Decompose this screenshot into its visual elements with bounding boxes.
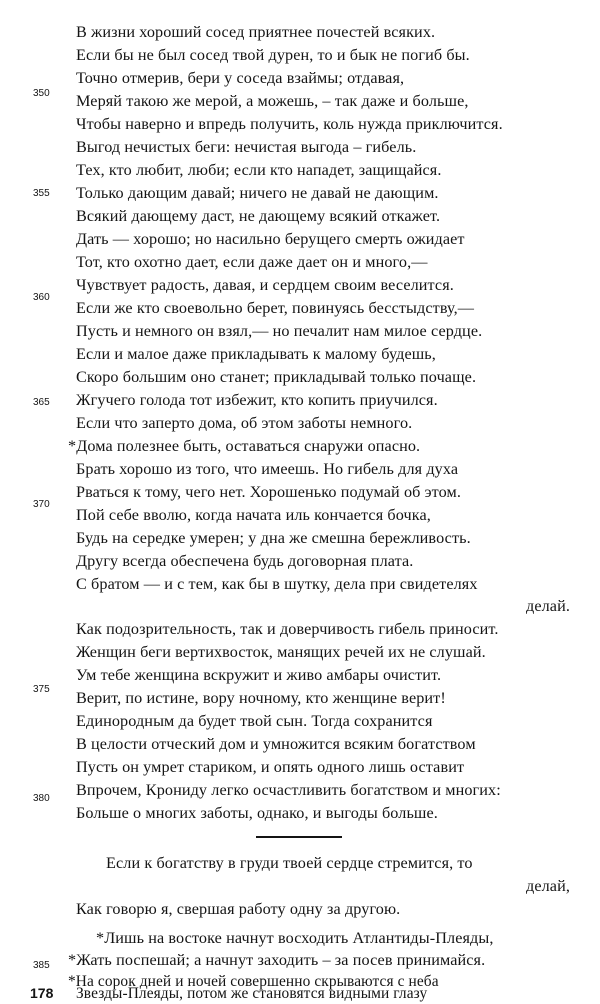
verse-line: Дать — хорошо; но насильно берущего смерть ожидает — [76, 230, 465, 248]
line-number: 375 — [33, 684, 50, 695]
verse-line: Меряй такою же мерой, а можешь, – так даже и больше, — [76, 92, 469, 110]
verse-line: Ум тебе женщина вскружит и живо амбары очистит. — [76, 666, 442, 684]
verse-line: Единородным да будет твой сын. Тогда сохранится — [76, 712, 433, 730]
verse-line: Только дающим давай; ничего не давай не дающим. — [76, 184, 439, 202]
line-number: 380 — [33, 793, 50, 804]
verse-line: Пусть он умрет стариком, и опять одного лишь оставит — [76, 758, 465, 776]
verse-line: Жгучего голода тот избежит, кто копить приучился. — [76, 391, 438, 409]
verse-line: Впрочем, Крониду легко осчастливить богатством и многих: — [76, 781, 501, 799]
verse-line: Верит, по истине, вору ночному, кто женщине верит! — [76, 689, 446, 707]
verse-line: Больше о многих заботы, однако, и выгоды больше. — [76, 804, 438, 822]
verse-line: Выгод нечистых беги: нечистая выгода – гибель. — [76, 138, 417, 156]
verse-line: Точно отмерив, бери у соседа взаймы; отдавая, — [76, 69, 405, 87]
line-number: 365 — [33, 397, 50, 408]
verse-line: *Дома полезнее быть, оставаться снаружи опасно. — [68, 437, 421, 455]
verse-line: *Жать поспешай; а начнут заходить – за посев принимайся. — [68, 951, 486, 969]
verse-line: Чувствует радость, давая, и сердцем своим веселится. — [76, 276, 454, 294]
verse-line: Тот, кто охотно дает, если даже дает он и много,— — [76, 253, 428, 271]
verse-line: Другу всегда обеспечена будь договорная плата. — [76, 552, 414, 570]
verse-line-continuation: делай. — [526, 597, 570, 615]
verse-line: С братом — и с тем, как бы в шутку, дела при свидетелях — [76, 575, 478, 593]
verse-line: В целости отческий дом и умножится всяким богатством — [76, 735, 476, 753]
verse-line: *Лишь на востоке начнут восходить Атлантиды-Плеяды, — [96, 929, 494, 947]
section-divider — [256, 836, 342, 838]
page-number: 178 — [30, 985, 54, 1001]
verse-line: Как подозрительность, так и доверчивость гибель приносит. — [76, 620, 499, 638]
verse-line: Скоро большим оно станет; прикладывай только почаще. — [76, 368, 477, 386]
line-number: 350 — [33, 88, 50, 99]
verse-line: Звезды-Плеяды, потом же становятся видными глазу — [76, 985, 428, 1002]
verse-line: Как говорю я, свершая работу одну за другою. — [76, 900, 401, 918]
verse-line: Если бы не был сосед твой дурен, то и бык не погиб бы. — [76, 46, 470, 64]
line-number: 355 — [33, 188, 50, 199]
verse-line: В жизни хороший сосед приятнее почестей всяких. — [76, 23, 436, 41]
verse-line: Всякий дающему даст, не дающему всякий откажет. — [76, 207, 441, 225]
verse-line: Будь на середке умерен; у дна же смешна бережливость. — [76, 529, 471, 547]
verse-line: *На сорок дней и ночей совершенно скрываются с неба — [68, 973, 439, 990]
verse-line: Пусть и немного он взял,— но печалит нам милое сердце. — [76, 322, 483, 340]
verse-line: Если к богатству в груди твоей сердце стремится, то — [106, 854, 473, 872]
verse-line: Чтобы наверно и впредь получить, коль нужда приключится. — [76, 115, 503, 133]
verse-line: Брать хорошо из того, что имеешь. Но гибель для духа — [76, 460, 459, 478]
verse-line: Если и малое даже прикладывать к малому будешь, — [76, 345, 436, 363]
verse-line: Женщин беги вертихвосток, манящих речей их не слушай. — [76, 643, 486, 661]
verse-line-continuation: делай, — [526, 877, 570, 895]
verse-line: Тех, кто любит, люби; если кто нападет, защищайся. — [76, 161, 442, 179]
line-number: 360 — [33, 292, 50, 303]
line-number: 385 — [33, 960, 50, 971]
line-number: 370 — [33, 499, 50, 510]
verse-line: Пой себе вволю, когда начата иль кончается бочка, — [76, 506, 431, 524]
verse-line: Рваться к тому, чего нет. Хорошенько подумай об этом. — [76, 483, 462, 501]
verse-line: Если же кто своевольно берет, повинуясь бесстыдству,— — [76, 299, 475, 317]
verse-line: Если что заперто дома, об этом заботы немного. — [76, 414, 413, 432]
